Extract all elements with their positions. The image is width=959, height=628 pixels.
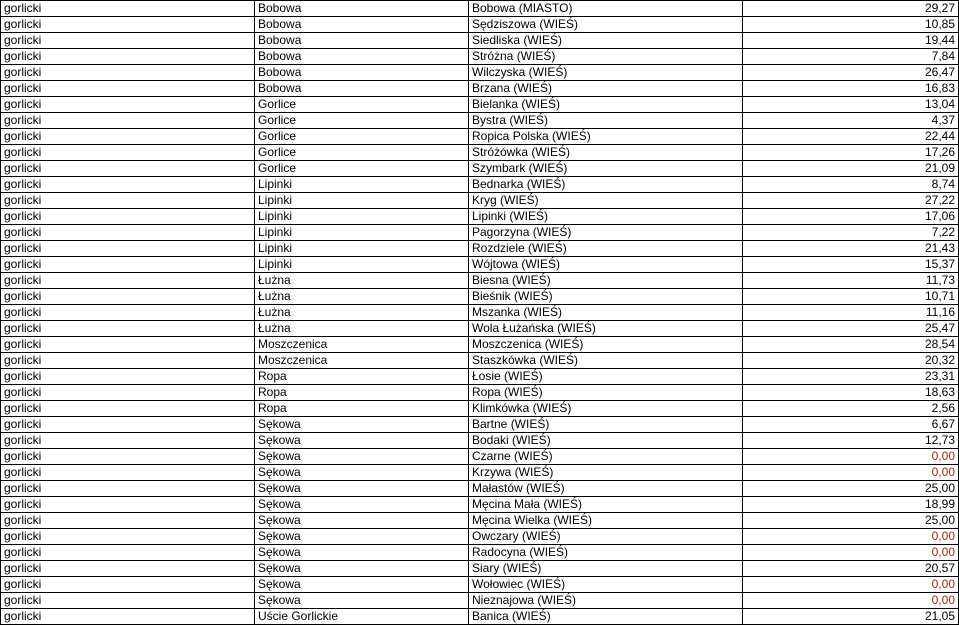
commune-cell: Sękowa [255, 513, 469, 529]
locality-cell: Brzana (WIEŚ) [469, 81, 743, 97]
value-cell: 21,09 [743, 161, 959, 177]
value-cell: 7,22 [743, 225, 959, 241]
commune-cell: Bobowa [255, 81, 469, 97]
value-cell: 0,00 [743, 529, 959, 545]
value-cell: 13,04 [743, 97, 959, 113]
commune-cell: Gorlice [255, 161, 469, 177]
commune-cell: Łużna [255, 289, 469, 305]
county-cell: gorlicki [1, 545, 255, 561]
county-cell: gorlicki [1, 257, 255, 273]
commune-cell: Sękowa [255, 449, 469, 465]
locality-cell: Wola Łużańska (WIEŚ) [469, 321, 743, 337]
county-cell: gorlicki [1, 241, 255, 257]
county-cell: gorlicki [1, 337, 255, 353]
locality-cell: Krzywa (WIEŚ) [469, 465, 743, 481]
value-cell: 11,16 [743, 305, 959, 321]
locality-cell: Bartne (WIEŚ) [469, 417, 743, 433]
commune-cell: Ropa [255, 385, 469, 401]
county-cell: gorlicki [1, 305, 255, 321]
table-row [1, 321, 959, 337]
county-cell: gorlicki [1, 609, 255, 625]
locality-cell: Czarne (WIEŚ) [469, 449, 743, 465]
locality-cell: Kryg (WIEŚ) [469, 193, 743, 209]
locality-cell: Siedliska (WIEŚ) [469, 33, 743, 49]
value-cell: 25,00 [743, 481, 959, 497]
table-row [1, 161, 959, 177]
county-cell: gorlicki [1, 113, 255, 129]
commune-cell: Gorlice [255, 113, 469, 129]
value-cell: 17,06 [743, 209, 959, 225]
table-row [1, 177, 959, 193]
value-cell: 22,44 [743, 129, 959, 145]
value-cell: 8,74 [743, 177, 959, 193]
locality-cell: Siary (WIEŚ) [469, 561, 743, 577]
value-cell: 25,00 [743, 513, 959, 529]
table-row [1, 129, 959, 145]
county-cell: gorlicki [1, 513, 255, 529]
locality-cell: Ropica Polska (WIEŚ) [469, 129, 743, 145]
table-row [1, 65, 959, 81]
table-row [1, 241, 959, 257]
county-cell: gorlicki [1, 1, 255, 17]
county-cell: gorlicki [1, 65, 255, 81]
commune-cell: Sękowa [255, 417, 469, 433]
locality-cell: Bodaki (WIEŚ) [469, 433, 743, 449]
locality-cell: Mszanka (WIEŚ) [469, 305, 743, 321]
locality-cell: Pagorzyna (WIEŚ) [469, 225, 743, 241]
commune-cell: Lipinki [255, 209, 469, 225]
value-cell: 2,56 [743, 401, 959, 417]
commune-cell: Gorlice [255, 129, 469, 145]
value-cell: 21,43 [743, 241, 959, 257]
county-cell: gorlicki [1, 593, 255, 609]
county-cell: gorlicki [1, 497, 255, 513]
value-cell: 23,31 [743, 369, 959, 385]
county-cell: gorlicki [1, 33, 255, 49]
locality-cell: Lipinki (WIEŚ) [469, 209, 743, 225]
commune-cell: Bobowa [255, 65, 469, 81]
county-cell: gorlicki [1, 465, 255, 481]
table-row [1, 369, 959, 385]
locality-cell: Sędziszowa (WIEŚ) [469, 17, 743, 33]
locality-cell: Nieznajowa (WIEŚ) [469, 593, 743, 609]
county-cell: gorlicki [1, 209, 255, 225]
commune-cell: Moszczenica [255, 353, 469, 369]
value-cell: 17,26 [743, 145, 959, 161]
county-cell: gorlicki [1, 385, 255, 401]
commune-cell: Łużna [255, 305, 469, 321]
locality-cell: Staszkówka (WIEŚ) [469, 353, 743, 369]
county-cell: gorlicki [1, 81, 255, 97]
county-cell: gorlicki [1, 417, 255, 433]
county-cell: gorlicki [1, 353, 255, 369]
value-cell: 10,71 [743, 289, 959, 305]
county-cell: gorlicki [1, 129, 255, 145]
county-cell: gorlicki [1, 561, 255, 577]
locality-cell: Bieśnik (WIEŚ) [469, 289, 743, 305]
table-row [1, 113, 959, 129]
table-row [1, 385, 959, 401]
value-cell: 21,05 [743, 609, 959, 625]
commune-cell: Łużna [255, 321, 469, 337]
table-body [1, 1, 959, 625]
county-cell: gorlicki [1, 289, 255, 305]
county-cell: gorlicki [1, 17, 255, 33]
county-cell: gorlicki [1, 577, 255, 593]
locality-cell: Klimkówka (WIEŚ) [469, 401, 743, 417]
commune-cell: Gorlice [255, 97, 469, 113]
value-cell: 26,47 [743, 65, 959, 81]
table-row [1, 209, 959, 225]
county-cell: gorlicki [1, 161, 255, 177]
table-row [1, 609, 959, 625]
commune-cell: Lipinki [255, 177, 469, 193]
locality-cell: Łosie (WIEŚ) [469, 369, 743, 385]
county-cell: gorlicki [1, 481, 255, 497]
table-row [1, 401, 959, 417]
commune-cell: Sękowa [255, 465, 469, 481]
value-cell: 0,00 [743, 577, 959, 593]
locality-cell: Rozdziele (WIEŚ) [469, 241, 743, 257]
value-cell: 10,85 [743, 17, 959, 33]
value-cell: 7,84 [743, 49, 959, 65]
commune-cell: Lipinki [255, 225, 469, 241]
value-cell: 0,00 [743, 593, 959, 609]
county-cell: gorlicki [1, 49, 255, 65]
table-row [1, 593, 959, 609]
table-row [1, 33, 959, 49]
value-cell: 11,73 [743, 273, 959, 289]
county-cell: gorlicki [1, 177, 255, 193]
table-row [1, 17, 959, 33]
commune-cell: Lipinki [255, 257, 469, 273]
commune-cell: Bobowa [255, 17, 469, 33]
locality-cell: Wójtowa (WIEŚ) [469, 257, 743, 273]
commune-cell: Sękowa [255, 481, 469, 497]
table-row [1, 337, 959, 353]
county-cell: gorlicki [1, 145, 255, 161]
table-row [1, 417, 959, 433]
commune-cell: Łużna [255, 273, 469, 289]
table-row [1, 577, 959, 593]
locality-cell: Męcina Mała (WIEŚ) [469, 497, 743, 513]
commune-cell: Lipinki [255, 241, 469, 257]
locality-cell: Małastów (WIEŚ) [469, 481, 743, 497]
locality-cell: Szymbark (WIEŚ) [469, 161, 743, 177]
county-cell: gorlicki [1, 433, 255, 449]
value-cell: 18,63 [743, 385, 959, 401]
county-cell: gorlicki [1, 449, 255, 465]
locality-cell: Bielanka (WIEŚ) [469, 97, 743, 113]
county-cell: gorlicki [1, 321, 255, 337]
table-row [1, 225, 959, 241]
locality-cell: Stróżówka (WIEŚ) [469, 145, 743, 161]
table-row [1, 481, 959, 497]
value-cell: 15,37 [743, 257, 959, 273]
commune-cell: Moszczenica [255, 337, 469, 353]
county-cell: gorlicki [1, 193, 255, 209]
value-cell: 0,00 [743, 449, 959, 465]
locality-cell: Owczary (WIEŚ) [469, 529, 743, 545]
value-cell: 4,37 [743, 113, 959, 129]
table-row [1, 49, 959, 65]
locality-cell: Radocyna (WIEŚ) [469, 545, 743, 561]
value-cell: 27,22 [743, 193, 959, 209]
value-cell: 0,00 [743, 545, 959, 561]
county-cell: gorlicki [1, 401, 255, 417]
county-cell: gorlicki [1, 225, 255, 241]
table-row [1, 465, 959, 481]
commune-cell: Sękowa [255, 529, 469, 545]
locality-cell: Bednarka (WIEŚ) [469, 177, 743, 193]
locality-cell: Stróżna (WIEŚ) [469, 49, 743, 65]
table-row [1, 513, 959, 529]
table-row [1, 353, 959, 369]
locality-cell: Wołowiec (WIEŚ) [469, 577, 743, 593]
commune-cell: Ropa [255, 401, 469, 417]
value-cell: 12,73 [743, 433, 959, 449]
locality-cell: Bystra (WIEŚ) [469, 113, 743, 129]
locality-cell: Bobowa (MIASTO) [469, 1, 743, 17]
table-row [1, 497, 959, 513]
table-row [1, 449, 959, 465]
commune-cell: Sękowa [255, 577, 469, 593]
locality-cell: Moszczenica (WIEŚ) [469, 337, 743, 353]
value-cell: 29,27 [743, 1, 959, 17]
locality-cell: Biesna (WIEŚ) [469, 273, 743, 289]
commune-cell: Lipinki [255, 193, 469, 209]
table-row [1, 289, 959, 305]
value-cell: 16,83 [743, 81, 959, 97]
value-cell: 20,32 [743, 353, 959, 369]
commune-cell: Sękowa [255, 433, 469, 449]
commune-cell: Sękowa [255, 497, 469, 513]
table-row [1, 97, 959, 113]
table-row [1, 145, 959, 161]
table-row [1, 193, 959, 209]
value-cell: 20,57 [743, 561, 959, 577]
commune-cell: Ropa [255, 369, 469, 385]
table-row [1, 433, 959, 449]
county-cell: gorlicki [1, 97, 255, 113]
commune-cell: Bobowa [255, 33, 469, 49]
table-row [1, 545, 959, 561]
value-cell: 19,44 [743, 33, 959, 49]
locality-cell: Ropa (WIEŚ) [469, 385, 743, 401]
value-cell: 25,47 [743, 321, 959, 337]
locality-cell: Wilczyska (WIEŚ) [469, 65, 743, 81]
commune-cell: Bobowa [255, 1, 469, 17]
commune-cell: Sękowa [255, 545, 469, 561]
value-cell: 28,54 [743, 337, 959, 353]
commune-cell: Sękowa [255, 561, 469, 577]
table-row [1, 1, 959, 17]
table-row [1, 529, 959, 545]
table-row [1, 257, 959, 273]
county-cell: gorlicki [1, 273, 255, 289]
locality-cell: Męcina Wielka (WIEŚ) [469, 513, 743, 529]
table-row [1, 273, 959, 289]
value-cell: 18,99 [743, 497, 959, 513]
county-cell: gorlicki [1, 529, 255, 545]
table-row [1, 305, 959, 321]
commune-cell: Sękowa [255, 593, 469, 609]
value-cell: 6,67 [743, 417, 959, 433]
commune-cell: Uście Gorlickie [255, 609, 469, 625]
locality-cell: Banica (WIEŚ) [469, 609, 743, 625]
commune-cell: Gorlice [255, 145, 469, 161]
value-cell: 0,00 [743, 465, 959, 481]
table-row [1, 81, 959, 97]
county-cell: gorlicki [1, 369, 255, 385]
table-row [1, 561, 959, 577]
commune-cell: Bobowa [255, 49, 469, 65]
